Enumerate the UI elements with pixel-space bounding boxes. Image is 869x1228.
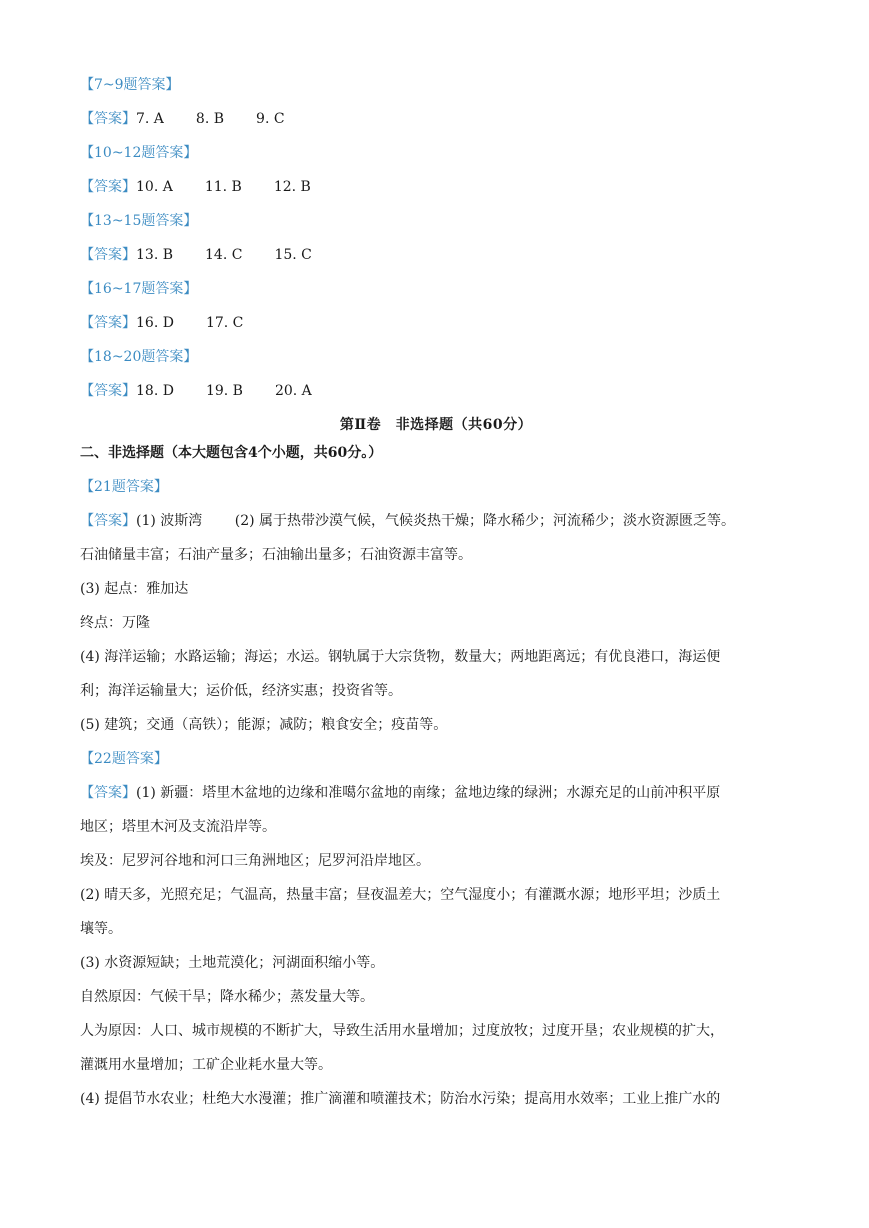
mc-answer-row-10-12 — [80, 170, 792, 204]
answer-tag: 【答案】 — [80, 513, 136, 529]
mc-answer-row-7-9 — [80, 102, 792, 136]
answer-tag: 【答案】 — [80, 247, 136, 263]
q21-text: (1) 波斯湾 (2) 属于热带沙漠气候，气候炎热干燥；降水稀少；河流稀少；淡水资源匮乏等。 — [136, 513, 736, 529]
q22-line: 灌溉用水量增加；工矿企业耗水量大等。 — [80, 1057, 332, 1073]
answer-item: 10. A — [136, 179, 173, 195]
q21-line: (3) 起点：雅加达 — [80, 581, 189, 597]
mc-answer-row-13-15 — [80, 238, 792, 272]
q22-text: (1) 新疆：塔里木盆地的边缘和准噶尔盆地的南缘；盆地边缘的绿洲；水源充足的山前冲积平原 — [136, 785, 721, 801]
answer-item: 18. D — [136, 383, 174, 399]
mc-header-18-20: 【18~20题答案】 — [80, 349, 198, 365]
answer-item: 13. B — [136, 247, 174, 263]
answer-tag: 【答案】 — [80, 383, 136, 399]
q22-line: (4) 提倡节水农业；杜绝大水漫灌；推广滴灌和喷灌技术；防治水污染；提高用水效率；工业上推广水的 — [80, 1091, 721, 1107]
q21-line: 利；海洋运输量大；运价低，经济实惠；投资省等。 — [80, 683, 402, 699]
q22-line: (2) 晴天多，光照充足；气温高，热量丰富；昼夜温差大；空气湿度小；有灌溉水源；地形平坦；沙质土 — [80, 887, 721, 903]
q22-line: 地区；塔里木河及支流沿岸等。 — [80, 819, 276, 835]
answer-item: 16. D — [136, 315, 174, 331]
section-title: 第Ⅱ卷 非选择题（共60分） — [339, 417, 533, 433]
q22-line: 壤等。 — [80, 921, 122, 937]
mc-header-10-12: 【10~12题答案】 — [80, 145, 198, 161]
mc-answer-row-16-17 — [80, 306, 792, 340]
answer-item: 14. C — [205, 247, 243, 263]
answer-tag: 【答案】 — [80, 785, 136, 801]
q22-answer-block — [80, 742, 792, 1116]
section-subtitle: 二、非选择题（本大题包含4个小题，共60分。） — [80, 445, 383, 461]
q22-line: 埃及：尼罗河谷地和河口三角洲地区；尼罗河沿岸地区。 — [80, 853, 430, 869]
answer-item: 20. A — [274, 383, 312, 399]
q21-header: 【21题答案】 — [80, 479, 168, 495]
answer-item: 7. A — [136, 111, 164, 127]
answer-item: 12. B — [273, 179, 311, 195]
q21-line — [80, 504, 792, 538]
q22-line: (3) 水资源短缺；土地荒漠化；河湖面积缩小等。 — [80, 955, 385, 971]
mc-header-7-9: 【7~9题答案】 — [80, 77, 180, 93]
q21-line: 石油储量丰富；石油产量多；石油输出量多；石油资源丰富等。 — [80, 547, 472, 563]
mc-answers — [80, 68, 792, 408]
answer-item: 17. C — [205, 315, 244, 331]
answer-tag: 【答案】 — [80, 111, 136, 127]
answer-item: 9. C — [256, 111, 285, 127]
q22-line — [80, 776, 792, 810]
mc-answer-row-18-20 — [80, 374, 792, 408]
mc-header-16-17: 【16~17题答案】 — [80, 281, 198, 297]
q22-line: 人为原因：人口、城市规模的不断扩大，导致生活用水量增加；过度放牧；过度开垦；农业规模的扩大， — [80, 1023, 724, 1039]
q21-line: (5) 建筑；交通（高铁）；能源；减防；粮食安全；疫苗等。 — [80, 717, 448, 733]
mc-header-13-15: 【13~15题答案】 — [80, 213, 198, 229]
answer-tag: 【答案】 — [80, 179, 136, 195]
q22-line: 自然原因：气候干旱；降水稀少；蒸发量大等。 — [80, 989, 374, 1005]
q21-answer-block — [80, 470, 792, 742]
answer-document — [80, 68, 792, 1116]
answer-item: 8. B — [195, 111, 225, 127]
answer-item: 19. B — [205, 383, 243, 399]
answer-item: 15. C — [274, 247, 312, 263]
answer-tag: 【答案】 — [80, 315, 136, 331]
answer-item: 11. B — [204, 179, 242, 195]
q21-line: (4) 海洋运输；水路运输；海运；水运。钢轨属于大宗货物，数量大；两地距离远；有优良港口，海运便 — [80, 649, 721, 665]
q21-line: 终点：万隆 — [80, 615, 150, 631]
q22-header: 【22题答案】 — [80, 751, 168, 767]
